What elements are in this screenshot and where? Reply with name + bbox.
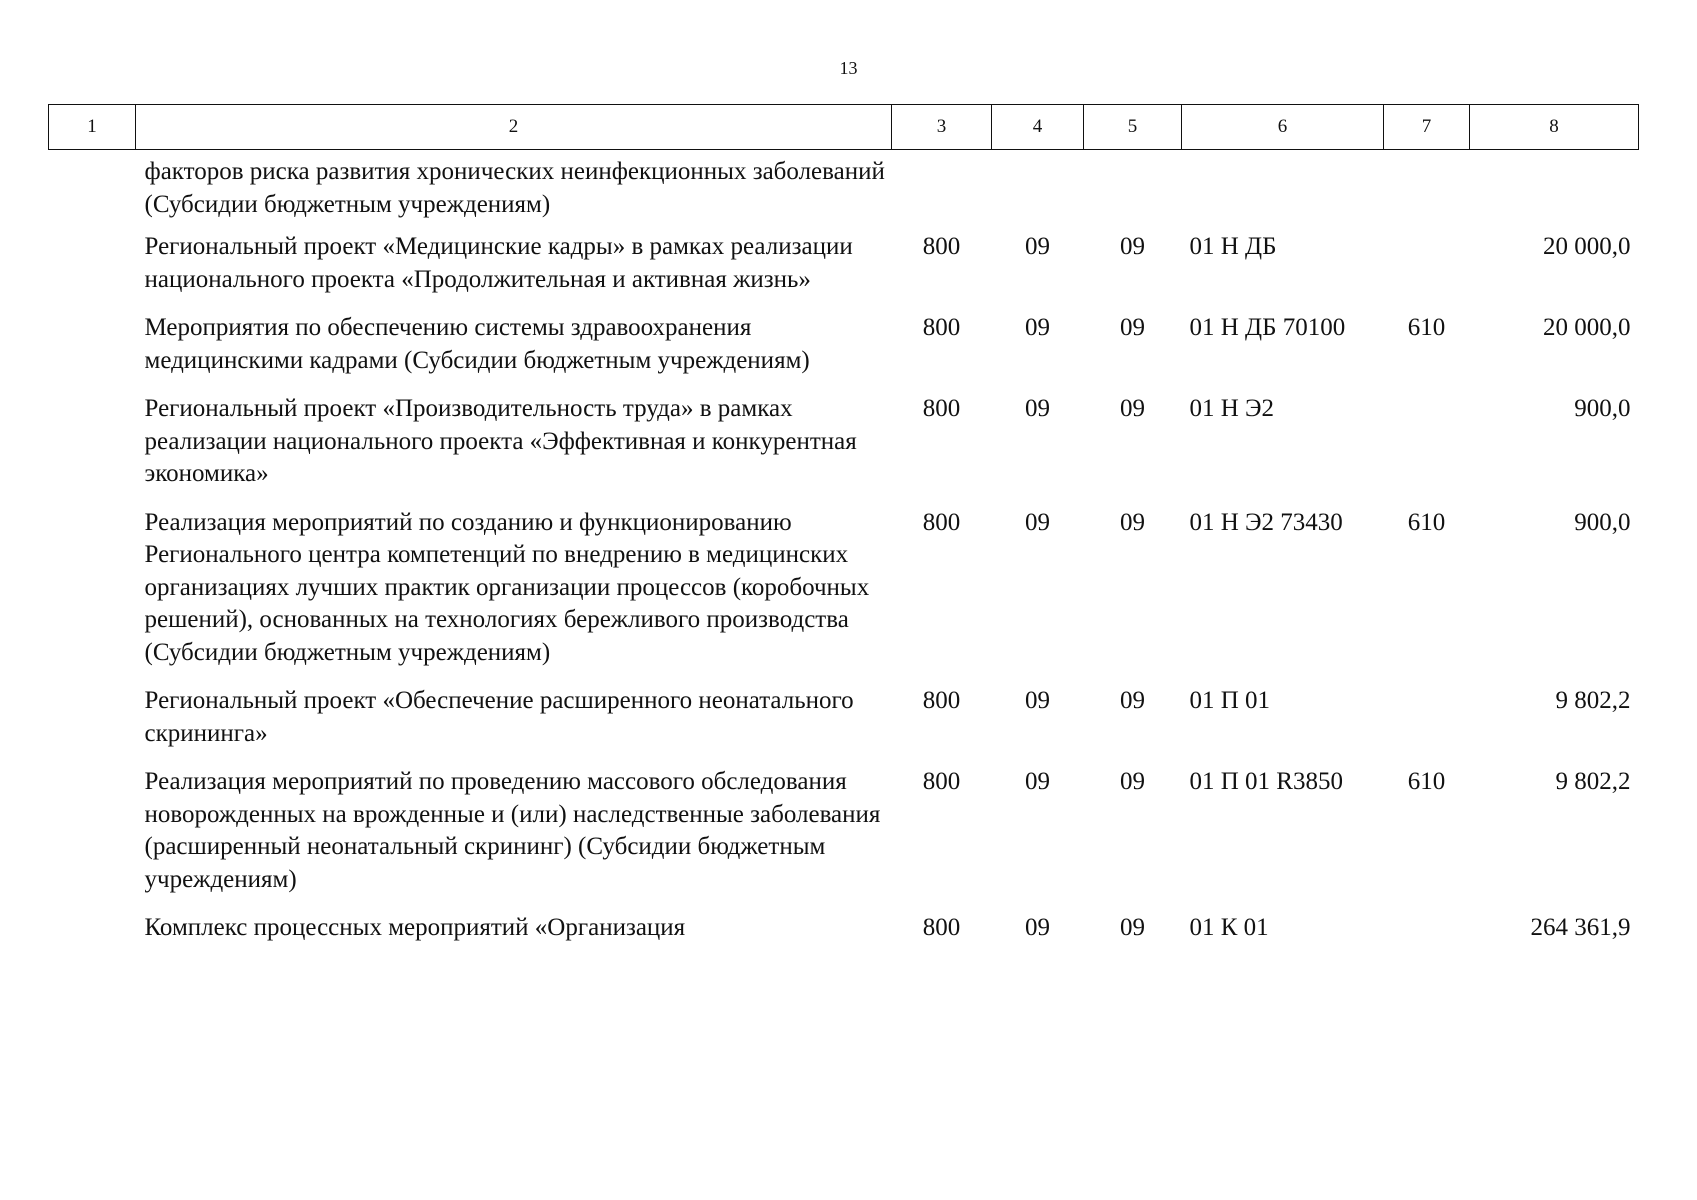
row-index-cell <box>49 912 136 961</box>
row-ministry: 800 <box>922 395 961 422</box>
row-expense-type <box>1384 685 1470 766</box>
row-expense-type: 610 <box>1407 508 1446 536</box>
header-col-6: 6 <box>1182 105 1384 150</box>
row-name: Мероприятия по обеспечению системы здравоохранения медицинскими кадрами (Субсидии бюджетным учреждениям) <box>144 314 810 374</box>
row-section: 09 <box>1025 914 1050 941</box>
row-section <box>992 150 1084 232</box>
table-row <box>49 231 1639 312</box>
row-subsection: 09 <box>1120 233 1145 260</box>
budget-table <box>48 104 1639 961</box>
row-name: факторов риска развития хронических неинфекционных заболеваний (Субсидии бюджетным учреждениям) <box>144 158 885 218</box>
row-expense-type <box>1384 393 1470 507</box>
row-target-code: 01 Н Э2 73430 <box>1189 508 1343 536</box>
row-section: 09 <box>1025 314 1050 341</box>
table-row <box>49 912 1639 961</box>
table-header <box>49 105 1639 150</box>
row-index-cell <box>49 766 136 912</box>
row-section: 09 <box>1025 395 1050 422</box>
row-expense-type: 610 <box>1407 314 1446 341</box>
row-ministry: 800 <box>922 914 961 941</box>
row-section: 09 <box>1025 508 1050 536</box>
table-row <box>49 766 1639 912</box>
row-amount: 20 000,0 <box>1543 233 1631 260</box>
row-amount: 9 802,2 <box>1555 687 1631 714</box>
row-subsection: 09 <box>1120 914 1145 941</box>
header-col-2: 2 <box>136 105 892 150</box>
row-name: Региональный проект «Обеспечение расширенного неонатального скрининга» <box>144 687 854 747</box>
row-target-code: 01 П 01 <box>1189 687 1271 714</box>
row-name: Реализация мероприятий по проведению массового обследования новорожденных на врожденные и (или) наследственные заболевания (расширенный неонатальный скрининг) (Субсидии бюджетным учреждениям) <box>144 768 881 893</box>
row-index-cell <box>49 507 136 686</box>
page-number: 13 <box>839 58 858 78</box>
row-expense-type <box>1384 912 1470 961</box>
row-ministry: 800 <box>922 687 961 714</box>
row-section: 09 <box>1025 768 1050 795</box>
table-row <box>49 150 1639 232</box>
header-col-4: 4 <box>992 105 1084 150</box>
row-target-code <box>1182 150 1384 232</box>
header-col-7: 7 <box>1384 105 1470 150</box>
header-row <box>49 105 1639 150</box>
row-index-cell <box>49 393 136 507</box>
row-section: 09 <box>1025 687 1050 714</box>
row-amount: 900,0 <box>1574 508 1631 536</box>
row-expense-type <box>1384 150 1470 232</box>
row-target-code: 01 К 01 <box>1189 914 1269 941</box>
row-amount <box>1470 150 1639 232</box>
row-section: 09 <box>1025 233 1050 260</box>
row-subsection <box>1084 150 1182 232</box>
header-col-5: 5 <box>1084 105 1182 150</box>
row-index-cell <box>49 312 136 393</box>
row-target-code: 01 Н Э2 <box>1189 395 1275 422</box>
table-body <box>49 150 1639 961</box>
row-ministry: 800 <box>922 768 961 795</box>
row-index-cell <box>49 231 136 312</box>
row-name: Региональный проект «Медицинские кадры» в рамках реализации национального проекта «Продолжительная и активная жизнь» <box>144 233 853 293</box>
row-target-code: 01 Н ДБ 70100 <box>1189 314 1346 341</box>
row-amount: 9 802,2 <box>1555 768 1631 795</box>
row-target-code: 01 П 01 R3850 <box>1189 768 1343 795</box>
header-col-8: 8 <box>1470 105 1639 150</box>
header-col-1: 1 <box>49 105 136 150</box>
table-row <box>49 393 1639 507</box>
row-index-cell <box>49 150 136 232</box>
row-subsection: 09 <box>1120 314 1145 341</box>
row-name: Реализация мероприятий по созданию и функционированию Регионального центра компетенций по внедрению в медицинских организациях лучших практик организации процессов (коробочных решений), основанных на технологиях бережливого производства (Субсидии бюджетным учреждениям) <box>144 508 870 666</box>
row-ministry: 800 <box>922 233 961 260</box>
row-amount: 264 361,9 <box>1530 914 1631 941</box>
row-amount: 20 000,0 <box>1543 314 1631 341</box>
row-subsection: 09 <box>1120 768 1145 795</box>
row-amount: 900,0 <box>1574 395 1631 422</box>
row-ministry <box>892 150 992 232</box>
row-name: Комплекс процессных мероприятий «Организация <box>144 914 686 941</box>
row-subsection: 09 <box>1120 687 1145 714</box>
table-row <box>49 312 1639 393</box>
row-name: Региональный проект «Производительность труда» в рамках реализации национального проекта «Эффективная и конкурентная экономика» <box>144 395 857 487</box>
row-subsection: 09 <box>1120 395 1145 422</box>
row-ministry: 800 <box>922 314 961 341</box>
table-row <box>49 685 1639 766</box>
header-col-3: 3 <box>892 105 992 150</box>
table-row <box>49 507 1639 686</box>
row-subsection: 09 <box>1120 508 1145 536</box>
row-ministry: 800 <box>922 508 961 536</box>
row-expense-type <box>1384 231 1470 312</box>
row-index-cell <box>49 685 136 766</box>
row-expense-type: 610 <box>1407 768 1446 795</box>
row-target-code: 01 Н ДБ <box>1189 233 1277 260</box>
